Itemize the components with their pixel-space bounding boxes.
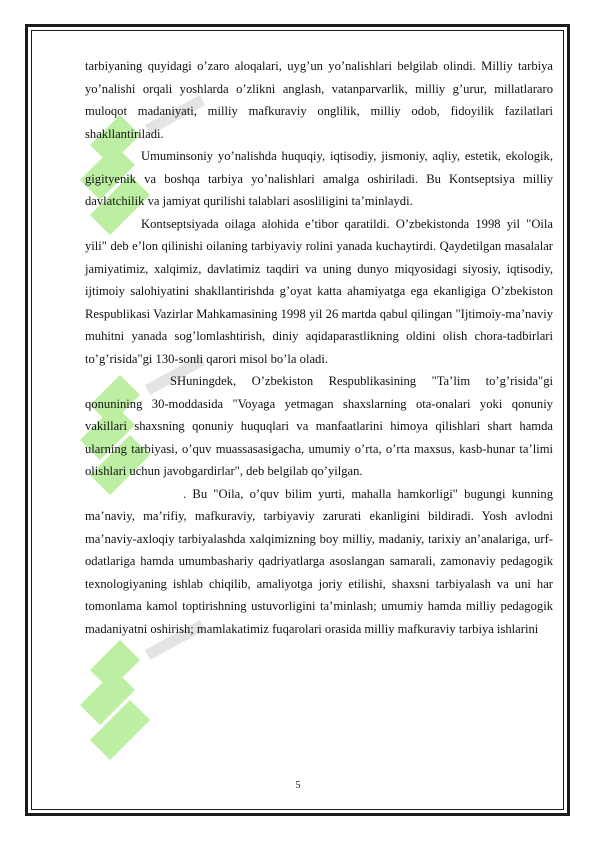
document-body <box>85 55 553 640</box>
paragraph-4: SHuningdek, O’zbekiston Respublikasining "Ta’lim to’g’risida"gi qonunining 30-moddasida "Voyaga yetmagan shaxslarning ota-onalari yoki qonuniy vakillari shaxsning qonuniy huquqlari va manfaatlarini himoya qilishlari shart hamda ularning tarbiyasi, o’quv muassasasigacha, umumiy o’rta, o’rta maxsus, kasb-hunar ta’limi olishlari uchun javobgardirlar", deb belgilab qo’yilgan. <box>85 374 553 478</box>
paragraph-1: tarbiyaning quyidagi o’zaro aloqalari, uyg’un yo’nalishlari belgilab olindi. Milliy tarbiya yo’nalishi orqali yoshlarda o’zlikni anglash, vatanparvarlik, milliy g’urur, millatlararo muloqot madaniyati, milliy mafkuraviy onglilik, milliy odob, fidoyilik fazilatlari shakllantiriladi. <box>85 59 553 141</box>
paragraph-2: Umuminsoniy yo’nalishda huquqiy, iqtisodiy, jismoniy, aqliy, estetik, ekologik, gigityenik va boshqa tarbiya yo’nalishlari amalga oshiriladi. Bu Kontseptsiya milliy davlatchilik va jamiyat qurilishi talablari asosliligini ta’minlaydi. <box>85 149 553 208</box>
paragraph-3: Kontseptsiyada oilaga alohida e’tibor qaratildi. O’zbekistonda 1998 yil "Oila yili" deb e’lon qilinishi oilaning tarbiyaviy rolini yanada kuchaytirdi. Qaydetilgan masalalar jamiyatimiz, xalqimiz, davlatimiz taqdiri va uning dunyo miqyosidagi siyosiy, iqtisodiy, ijtimoiy salohiyatini shakllantirishda g’oyat katta ahamiyatga ega ekanligiga O’zbekiston Respublikasi Vazirlar Mahkamasining 1998 yil 26 martda qabul qilingan "Ijtimoiy-ma’naviy muhitni yanada sog’lomlashtirish, diniy aqidaparastlikning oldini olish chora-tadbirlari to’g’risida"gi 130-sonli qarori misol bo’la oladi. <box>85 216 553 366</box>
paragraph-5: . Bu "Oila, o’quv bilim yurti, mahalla hamkorligi" bugungi kunning ma’naviy, ma’rifiy, mafkuraviy, tarbiyaviy zarurati ekanligini bildiradi. Yosh avlodni ma’naviy-axloqiy tarbiyalashda xalqimizning boy milliy, madaniy, tarixiy an’analariga, urf-odatlariga hamda umumbashariy qadriyatlarga asoslangan samarali, zamonaviy pedagogik texnologiyaning ishlab chiqilib, amaliyotga joriy etilishi, shaxsni tarbiyalash va uni har tomonlama kamol toptirishning ustuvorligini ta’minlash; umumiy hamda milliy pedagogik madaniyatni oshirish; mamlakatimiz fuqarolari orasida milliy mafkuraviy tarbiya ishlarini <box>85 486 553 636</box>
page-number: 5 <box>295 780 301 791</box>
